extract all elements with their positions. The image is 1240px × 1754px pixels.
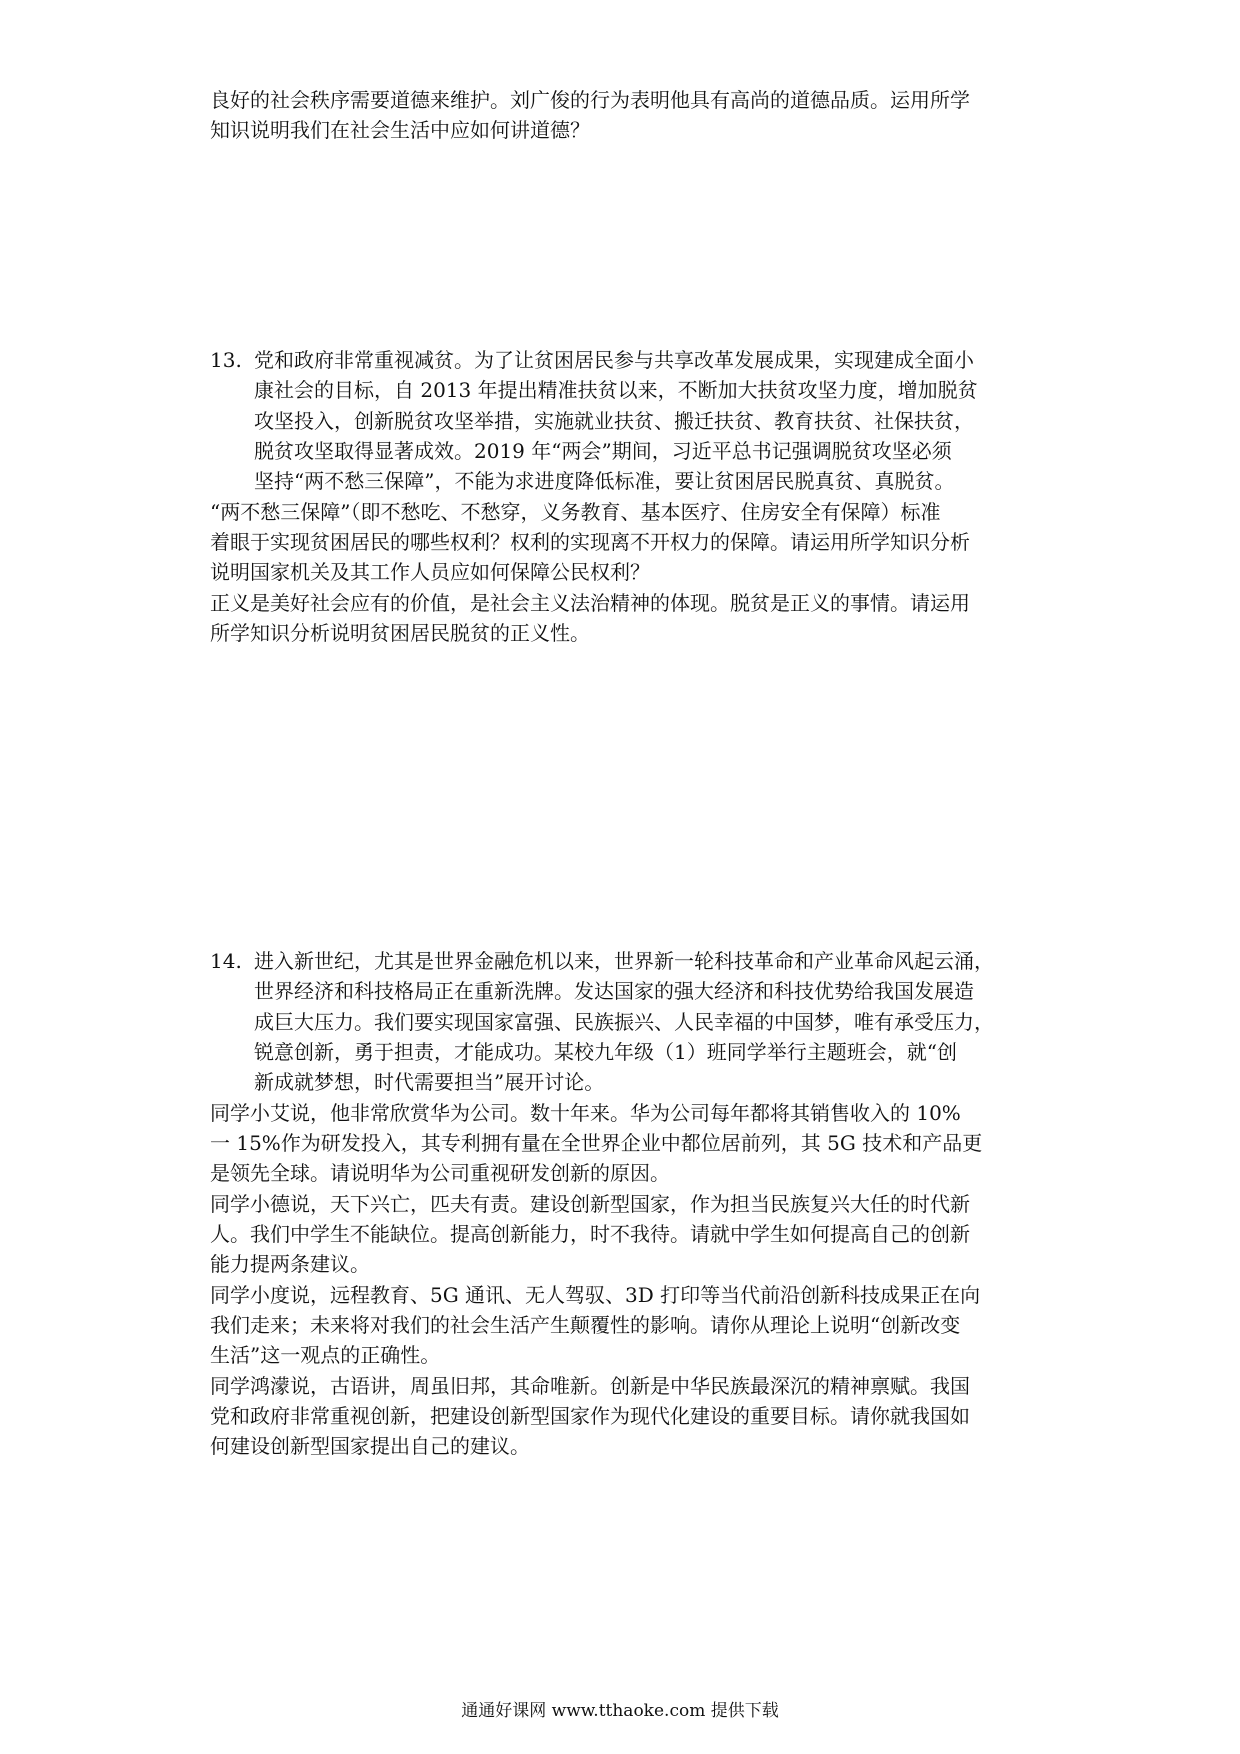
sub-question-line: 着眼于实现贫困居民的哪些权利？权利的实现离不开权力的保障。请运用所学知识分析 bbox=[210, 530, 970, 554]
sub-question-line: 说明国家机关及其工作人员应如何保障公民权利？ bbox=[210, 560, 650, 584]
question-stem-line: 进入新世纪，尤其是世界金融危机以来，世界新一轮科技革命和产业革命风起云涌， bbox=[254, 949, 994, 973]
question-stem-line: 锐意创新，勇于担责，才能成功。某校九年级（1）班同学举行主题班会，就“创 bbox=[254, 1040, 957, 1064]
page-footer: 通通好课网 www.tthaoke.com 提供下载 bbox=[461, 1701, 779, 1721]
sub-question-line: 同学小艾说，他非常欣赏华为公司。数十年来。华为公司每年都将其销售收入的 10% bbox=[210, 1101, 961, 1125]
sub-question-line: 能力提两条建议。 bbox=[210, 1252, 370, 1276]
question-stem-line: 康社会的目标，自 2013 年提出精准扶贫以来，不断加大扶贫攻坚力度，增加脱贫 bbox=[254, 378, 978, 402]
question-stem-line: 脱贫攻坚取得显著成效。2019 年“两会”期间，习近平总书记强调脱贫攻坚必须 bbox=[254, 439, 952, 463]
sub-question-line: 党和政府非常重视创新，把建设创新型国家作为现代化建设的重要目标。请你就我国如 bbox=[210, 1404, 970, 1428]
sub-question-line: 我们走来；未来将对我们的社会生活产生颠覆性的影响。请你从理论上说明“创新改变 bbox=[210, 1313, 961, 1337]
question-stem-line: 坚持“两不愁三保障”，不能为求进度降低标准，要让贫困居民脱真贫、真脱贫。 bbox=[254, 469, 955, 493]
sub-question-line: 所学知识分析说明贫困居民脱贫的正义性。 bbox=[210, 621, 590, 645]
sub-question-line: 生活”这一观点的正确性。 bbox=[210, 1343, 441, 1367]
question-number: 13. bbox=[210, 348, 242, 372]
sub-question-line: 是领先全球。请说明华为公司重视研发创新的原因。 bbox=[210, 1161, 670, 1185]
sub-question-line: 人。我们中学生不能缺位。提高创新能力，时不我待。请就中学生如何提高自己的创新 bbox=[210, 1222, 970, 1246]
sub-question-line: 一 15%作为研发投入，其专利拥有量在全世界企业中都位居前列，其 5G 技术和产品更 bbox=[210, 1131, 983, 1155]
text-line: 知识说明我们在社会生活中应如何讲道德？ bbox=[210, 118, 590, 142]
sub-question-line: 同学鸿濛说，古语讲，周虽旧邦，其命唯新。创新是中华民族最深沉的精神禀赋。我国 bbox=[210, 1374, 970, 1398]
text-line: 良好的社会秩序需要道德来维护。刘广俊的行为表明他具有高尚的道德品质。运用所学 bbox=[210, 88, 970, 112]
sub-question-line: 同学小度说，远程教育、5G 通讯、无人驾驭、3D 打印等当代前沿创新科技成果正在向 bbox=[210, 1283, 981, 1307]
question-number: 14. bbox=[210, 949, 242, 973]
question-stem-line: 成巨大压力。我们要实现国家富强、民族振兴、人民幸福的中国梦，唯有承受压力， bbox=[254, 1010, 994, 1034]
sub-question-line: 正义是美好社会应有的价值，是社会主义法治精神的体现。脱贫是正义的事情。请运用 bbox=[210, 591, 970, 615]
sub-question-line: 何建设创新型国家提出自己的建议。 bbox=[210, 1434, 530, 1458]
sub-question-line: “两不愁三保障”（即不愁吃、不愁穿，义务教育、基本医疗、住房安全有保障）标准 bbox=[210, 500, 941, 524]
question-stem-line: 世界经济和科技格局正在重新洗牌。发达国家的强大经济和科技优势给我国发展造 bbox=[254, 979, 974, 1003]
question-stem-line: 新成就梦想，时代需要担当”展开讨论。 bbox=[254, 1070, 605, 1094]
sub-question-line: 同学小德说，天下兴亡，匹夫有责。建设创新型国家，作为担当民族复兴大任的时代新 bbox=[210, 1192, 970, 1216]
question-stem-line: 攻坚投入，创新脱贫攻坚举措，实施就业扶贫、搬迁扶贫、教育扶贫、社保扶贫， bbox=[254, 409, 974, 433]
question-stem-line: 党和政府非常重视减贫。为了让贫困居民参与共享改革发展成果，实现建成全面小 bbox=[254, 348, 974, 372]
